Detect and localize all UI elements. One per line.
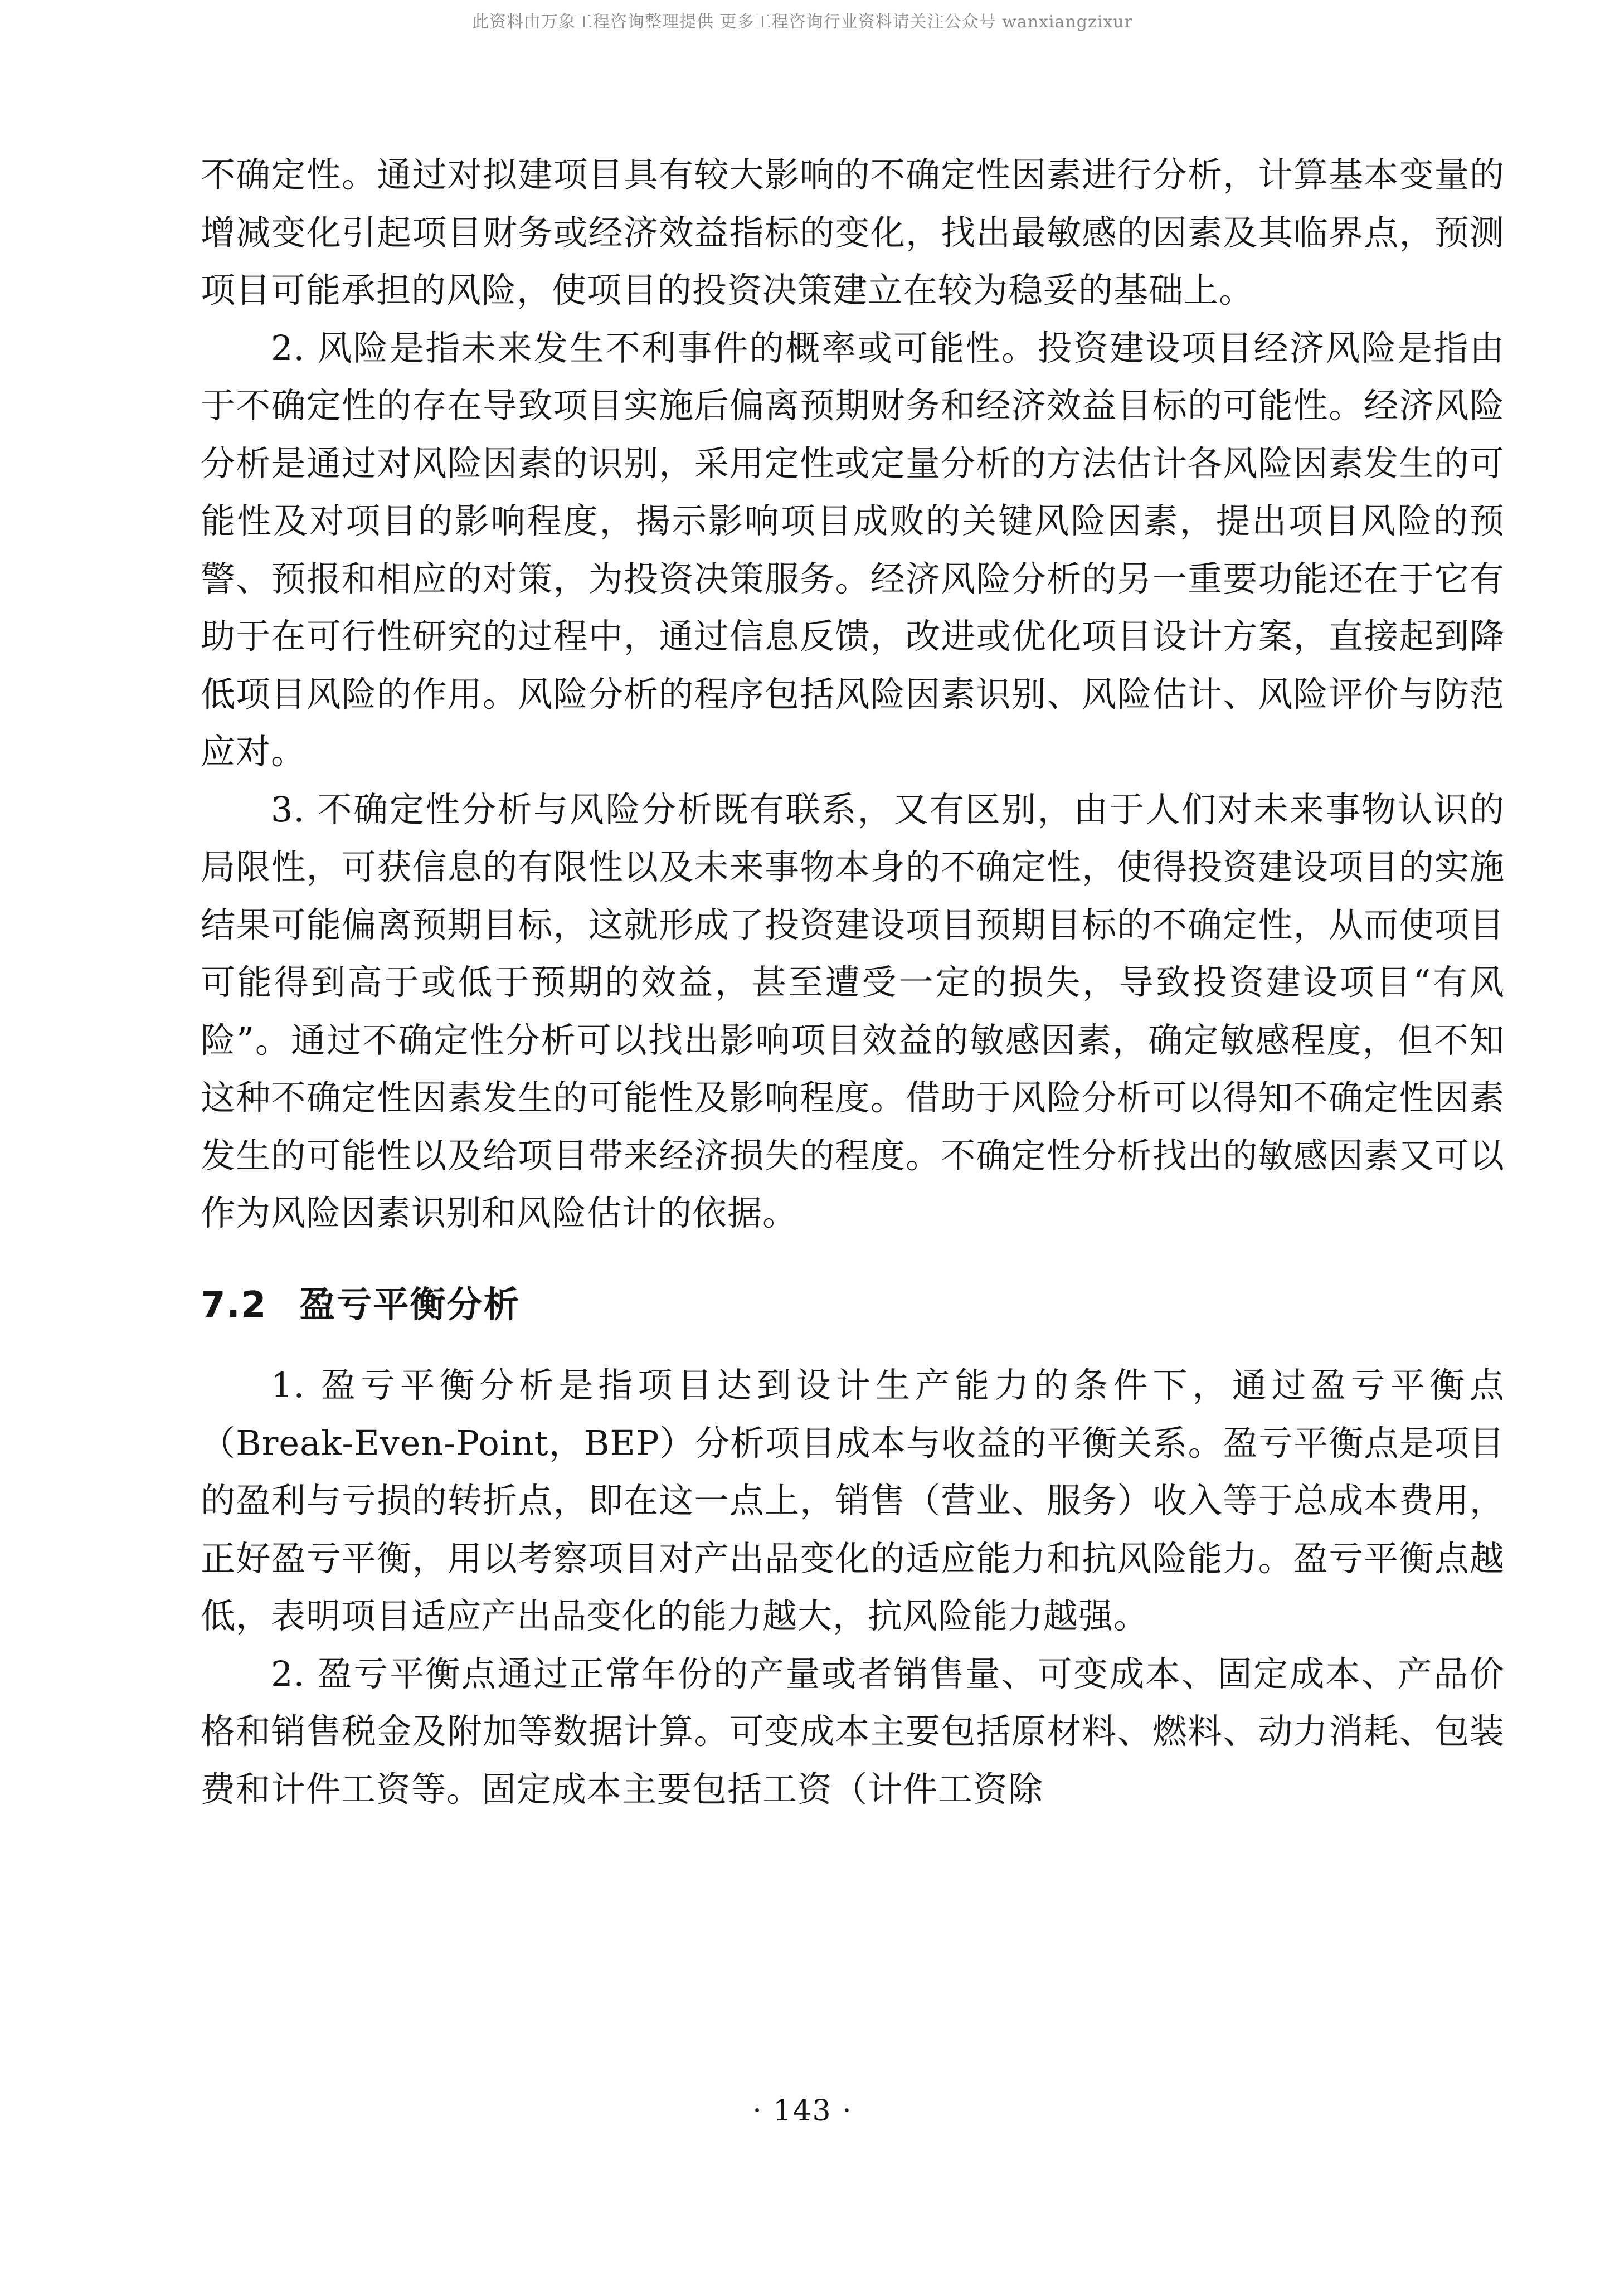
section-heading [201,1277,1505,1335]
watermark-text: 此资料由万象工程咨询整理提供 更多工程咨询行业资料请关注公众号 wanxiangzixur [472,12,1133,32]
section-number: 7.2 [201,1284,268,1326]
paragraph-bep-calculation: 2. 盈亏平衡点通过正常年份的产量或者销售量、可变成本、固定成本、产品价格和销售税金及附加等数据计算。可变成本主要包括原材料、燃料、动力消耗、包装费和计件工资等。固定成本主要包括工资（计件工资除 [201,1653,1505,1809]
paragraph-risk-definition: 2. 风险是指未来发生不利事件的概率或可能性。投资建设项目经济风险是指由于不确定性的存在导致项目实施后偏离预期财务和经济效益目标的可能性。经济风险分析是通过对风险因素的识别，采用定性或定量分析的方法估计各风险因素发生的可能性及对项目的影响程度，揭示影响项目成败的关键风险因素，提出项目风险的预警、预报和相应的对策，为投资决策服务。经济风险分析的另一重要功能还在于它有助于在可行性研究的过程中，通过信息反馈，改进或优化项目设计方案，直接起到降低项目风险的作用。风险分析的程序包括风险因素识别、风险估计、风险评价与防范应对。 [201,327,1505,772]
paragraph-uncertainty-vs-risk: 3. 不确定性分析与风险分析既有联系，又有区别，由于人们对未来事物认识的局限性，可获信息的有限性以及未来事物本身的不确定性，使得投资建设项目的实施结果可能偏离预期目标，这就形成了投资建设项目预期目标的不确定性，从而使项目可能得到高于或低于预期的效益，甚至遭受一定的损失，导致投资建设项目“有风险”。通过不确定性分析可以找出影响项目效益的敏感因素，确定敏感程度，但不知这种不确定性因素发生的可能性及影响程度。借助于风险分析可以得知不确定性因素发生的可能性以及给项目带来经济损失的程度。不确定性分析找出的敏感因素又可以作为风险因素识别和风险估计的依据。 [201,789,1505,1233]
section-title: 盈亏平衡分析 [299,1284,521,1326]
page-body [201,146,1505,1818]
paragraph-continuation: 不确定性。通过对拟建项目具有较大影响的不确定性因素进行分析，计算基本变量的增减变化引起项目财务或经济效益指标的变化，找出最敏感的因素及其临界点，预测项目可能承担的风险，使项目的投资决策建立在较为稳妥的基础上。 [201,154,1505,310]
page-number: · 143 · [752,2094,853,2128]
paragraph-bep-definition: 1. 盈亏平衡分析是指项目达到设计生产能力的条件下，通过盈亏平衡点（Break-Even-Point，BEP）分析项目成本与收益的平衡关系。盈亏平衡点是项目的盈利与亏损的转折点，即在这一点上，销售（营业、服务）收入等于总成本费用，正好盈亏平衡，用以考察项目对产出品变化的适应能力和抗风险能力。盈亏平衡点越低，表明项目适应产出品变化的能力越大，抗风险能力越强。 [201,1365,1505,1636]
